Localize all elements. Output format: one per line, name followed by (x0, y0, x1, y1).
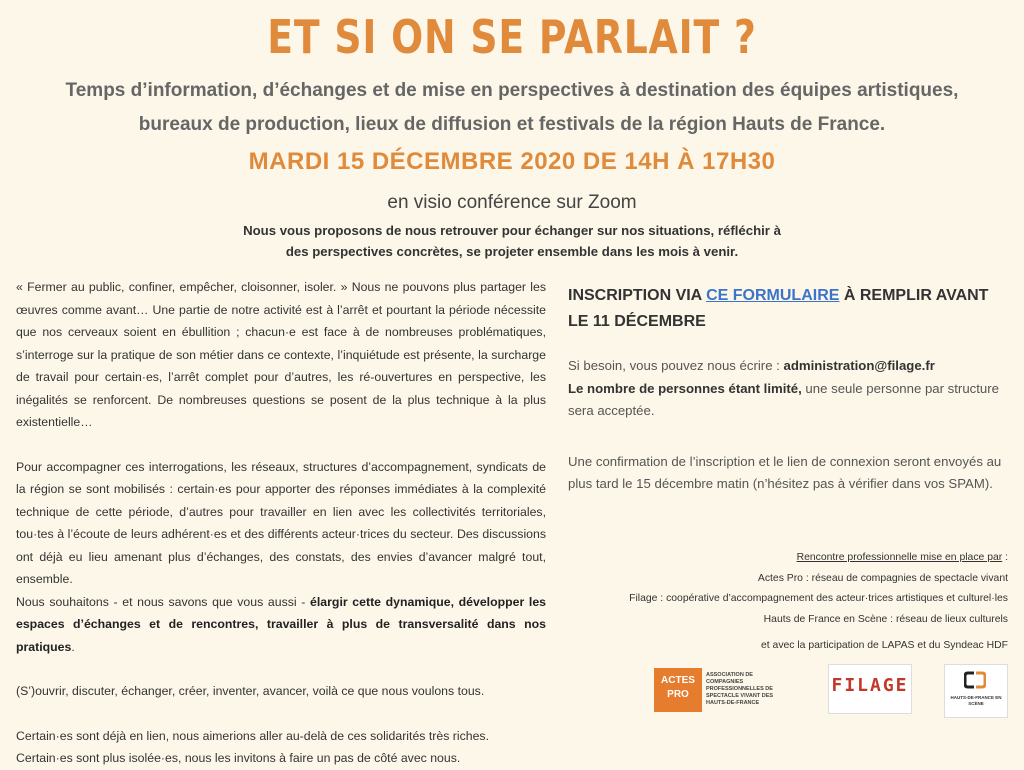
right-column (568, 283, 1012, 496)
inscription-pre: INSCRIPTION VIA (568, 287, 707, 304)
actes-line1: ACTES (661, 675, 695, 686)
paragraph-wish-end: . (71, 639, 75, 654)
page-title: ET SI ON SE PARLAIT ? (267, 10, 757, 64)
paragraph-context: « Fermer au public, confiner, empêcher, cloisonner, isoler. » Nous ne pouvons plus partager les œuvres comme avant… Une partie de notre activité est à l’arrêt et pourtant la période nécessite que nos cerveaux soient en ébullition ; chacun·e est face à de nombreuses problématiques, s’interroge sur la pratique de son métier dans ce contexte, l’inquiétude est présente, la surcharge de travail pour certain·es, l’arrêt complet pour d’autres, les ré-ouvertures en perspective, les inégalités se renforcent. De nombreuses questions se posent de la plus technique à la plus existentielle… (16, 280, 546, 429)
visio-info: en visio conférence sur Zoom (387, 192, 637, 213)
hdf-en-scene-logo (944, 664, 1008, 718)
partner-hdf-en-scene: Hauts de France en Scène : réseau de lieux culturels (763, 613, 1008, 625)
event-date: MARDI 15 DÉCEMBRE 2020 DE 14H À 17H30 (248, 148, 776, 175)
subtitle: Temps d’information, d’échanges et de mise en perspectives à destination des équipes artistiques, bureaux de production, lieux de diffusion et festivals de la région Hauts de France. (65, 80, 959, 135)
paragraph-open: (S’)ouvrir, discuter, échanger, créer, inventer, avancer, voilà ce que nous voulons tous. (16, 684, 485, 698)
actes-pro-logo (654, 668, 784, 712)
inscription-post: À REMPLIR AVANT LE 11 DÉCEMBRE (568, 287, 989, 330)
actes-line2: PRO (667, 689, 689, 700)
participation-text: et avec la participation de LAPAS et du Syndeac HDF (760, 640, 1008, 651)
form-link[interactable]: CE FORMULAIRE (706, 287, 840, 304)
actes-pro-mark (654, 668, 702, 712)
left-column (16, 276, 546, 770)
intro-text: Nous vous proposons de nous retrouver pour échanger sur nos situations, réfléchir à des perspectives concrètes, se projeter ensemble dans les mois à venir. (243, 223, 781, 259)
partners-heading-line (560, 548, 1008, 569)
contact-pre: Si besoin, vous pouvez nous écrire : (568, 358, 784, 373)
partners-heading: Rencontre professionnelle mise en place par (796, 552, 1003, 563)
paragraph-isolated: Certain·es sont plus isolée·es, nous les invitons à faire un pas de côté avec nous. (16, 751, 461, 765)
partners-block (560, 548, 1008, 630)
inscription-heading (568, 283, 1012, 335)
partners-heading-suffix: : (1002, 552, 1008, 563)
hdf-wordmark: HAUTS-DE-FRANCE EN SCÈNE (950, 695, 1002, 706)
partner-filage: Filage : coopérative d’accompagnement des acteur·trices artistiques et culturel·les (629, 593, 1008, 605)
paragraph-wish-bold: élargir cette dynamique, développer les espaces d’échanges et de rencontres, travailler à plus de transversalité dans nos pratiques (16, 594, 547, 654)
paragraph-linked: Certain·es sont déjà en lien, nous aimerions aller au-delà de ces solidarités très riches. (16, 728, 489, 743)
limit-bold: Le nombre de personnes étant limité, (568, 380, 802, 396)
filage-wordmark: FILAGE (831, 675, 909, 696)
paragraph-mobilisation (16, 456, 546, 659)
contact-email[interactable]: administration@filage.fr (783, 358, 935, 373)
partner-actes-pro: Actes Pro : réseau de compagnies de spectacle vivant (757, 572, 1008, 584)
contact-block (568, 355, 1012, 423)
paragraph-wish-start: Nous souhaitons - et nous savons que vous aussi - (16, 594, 311, 609)
limit-rest: une seule personne par structure sera acceptée. (568, 380, 999, 418)
hdf-mark-icon (964, 671, 986, 689)
filage-logo (828, 664, 912, 714)
confirmation-text: Une confirmation de l’inscription et le lien de connexion seront envoyés au plus tard le 15 décembre matin (n’hésitez pas à vérifier dans vos SPAM). (568, 453, 1002, 491)
actes-pro-description: ASSOCIATION DE COMPAGNIES PROFESSIONNELLES DE SPECTACLE VIVANT DES HAUTS-DE-FRANCE (706, 672, 774, 706)
paragraph-mobilisation-text: Pour accompagner ces interrogations, les réseaux, structures d’accompagnement, syndicats de la région se sont mobilisés : certain·es pour apporter des réponses immédiates à la complexité technique de cette période, d’autres pour travailler en lien avec les collectivités territoriales, tou·tes à l’écoute de leurs adhérent·es et des différents acteur·trices du secteur. Des discussions ont déjà eu lieu amenant plus d’échanges, des constats, des envies d’avancer malgré tout, ensemble. (16, 459, 546, 586)
